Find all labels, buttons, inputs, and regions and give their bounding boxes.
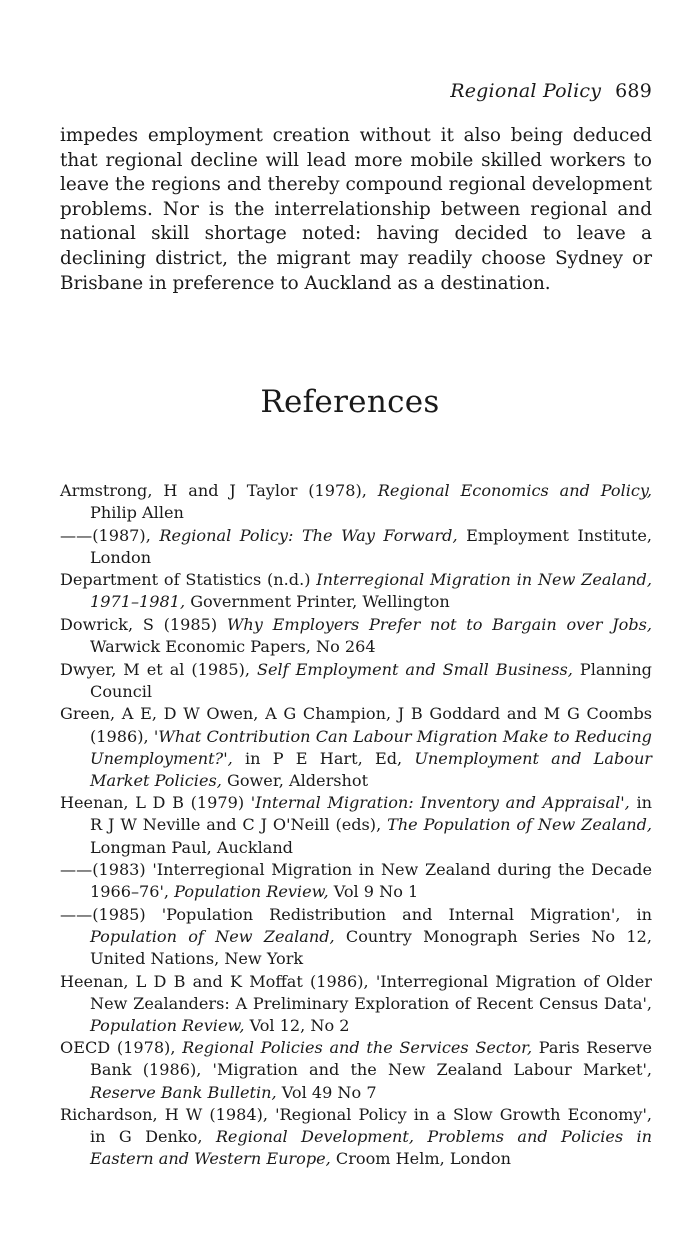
reference-entry: Richardson, H W (1984), 'Regional Policy in a Slow Growth Economy', in G Denko, Regional Development, Problems and Policies in Eastern and Western Europe, Croom Helm, London [60, 1105, 652, 1169]
references-heading: References [260, 384, 440, 420]
reference-entry: Armstrong, H and J Taylor (1978), Regional Economics and Policy, Philip Allen [60, 481, 652, 523]
running-title: Regional Policy [450, 80, 602, 102]
reference-entry: Heenan, L D B and K Moffat (1986), 'Interregional Migration of Older New Zealanders: A Preliminary Exploration of Recent Census Data', Population Review, Vol 12, No 2 [60, 971, 652, 1035]
reference-entry: Heenan, L D B (1979) 'Internal Migration: Inventory and Appraisal', in R J W Neville and C J O'Neill (eds), The Population of New Zealand, Longman Paul, Auckland [60, 793, 652, 857]
reference-entry: ——(1987), Regional Policy: The Way Forward, Employment Institute, London [60, 525, 652, 567]
page-number: 689 [615, 80, 652, 102]
running-header [450, 80, 652, 102]
reference-entry: ——(1985) 'Population Redistribution and Internal Migration', in Population of New Zealand, Country Monograph Series No 12, United Nations, New York [60, 904, 652, 968]
reference-entry: Dowrick, S (1985) Why Employers Prefer not to Bargain over Jobs, Warwick Economic Papers, No 264 [60, 615, 652, 657]
reference-entry: Dwyer, M et al (1985), Self Employment and Small Business, Planning Council [60, 659, 652, 701]
reference-entry: Green, A E, D W Owen, A G Champion, J B Goddard and M G Coombs (1986), 'What Contribution Can Labour Migration Make to Reducing Unemployment?', in P E Hart, Ed, Unemployment and Labour Market Policies, Gower, Aldershot [60, 704, 653, 790]
reference-list [60, 480, 652, 1171]
reference-entry: OECD (1978), Regional Policies and the Services Sector, Paris Reserve Bank (1986), 'Migration and the New Zealand Labour Market', Reserve Bank Bulletin, Vol 49 No 7 [60, 1038, 652, 1102]
body-paragraph: impedes employment creation without it also being deduced that regional decline will lead more mobile skilled workers to leave the regions and thereby compound regional development problems. Nor is the interrelationship between regional and national skill shortage noted: having decided to leave a declining district, the migrant may readily choose Sydney or Brisbane in preference to Auckland as a destination. [60, 125, 652, 294]
reference-entry: ——(1983) 'Interregional Migration in New Zealand during the Decade 1966–76', Population Review, Vol 9 No 1 [60, 860, 652, 902]
reference-entry: Department of Statistics (n.d.) Interregional Migration in New Zealand, 1971–1981, Government Printer, Wellington [60, 570, 652, 612]
